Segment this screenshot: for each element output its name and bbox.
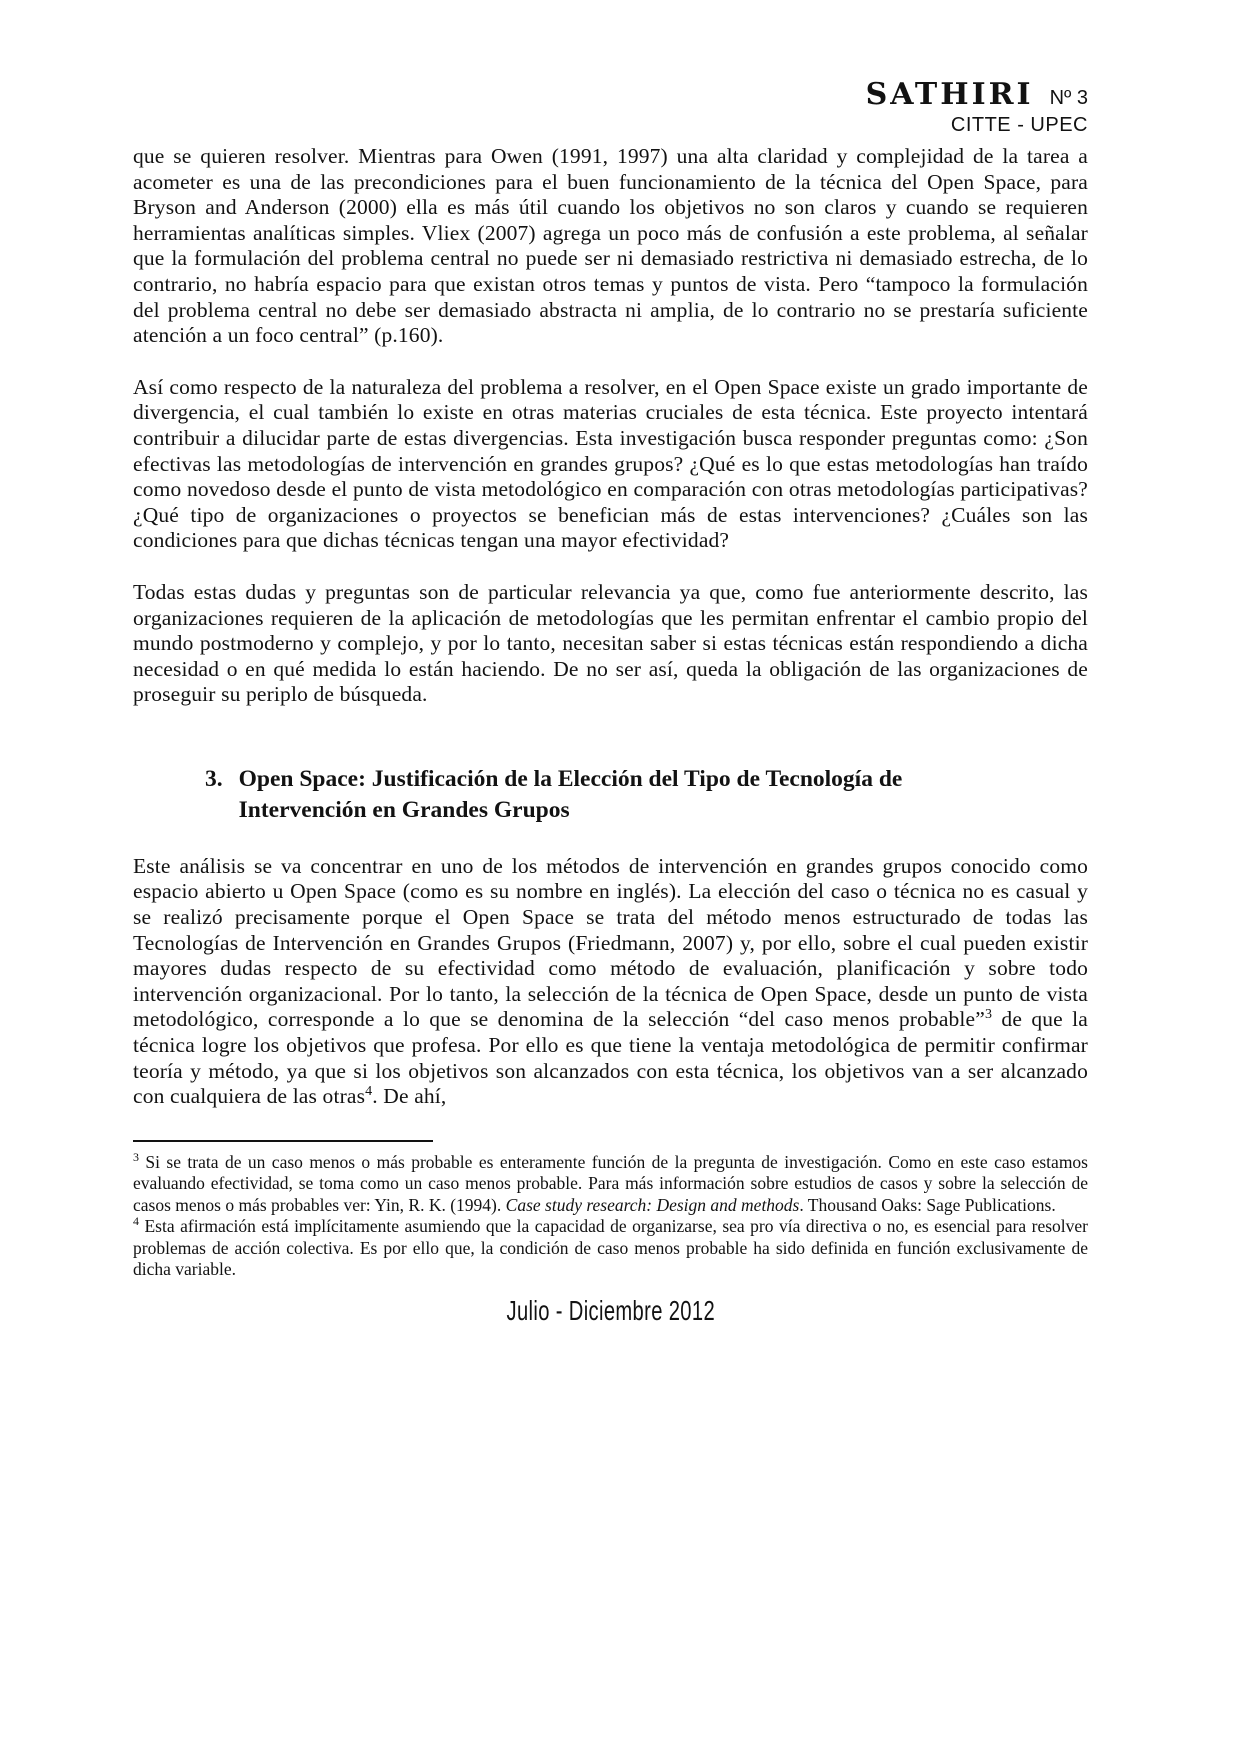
paragraph-3: Todas estas dudas y preguntas son de particular relevancia ya que, como fue anteriormente descrito, las organizaciones requieren de la aplicación de metodologías que les permitan enfrentar el cambio propio del mundo postmoderno y complejo, y por lo tanto, necesitan saber si estas técnicas están respondiendo a dicha necesidad o en qué medida lo están haciendo. De no ser así, queda la obligación de las organizaciones de proseguir su periplo de búsqueda. — [133, 579, 1088, 707]
institution-name: CITTE - UPEC — [950, 114, 1088, 136]
footnote-3-text: Si se trata de un caso menos o más probable es enteramente función de la pregunta de investigación. Como en este caso estamos evaluando efectividad, se toma como un caso menos probable. Para más información sobre estudios de casos y sobre la selección de casos menos o más probables ver: Yin, R. K. (1994). — [133, 1151, 1088, 1215]
paragraph-4-text: de que la técnica logre los objetivos que profesa. Por ello es que tiene la ventaja metodológica de permitir confirmar teoría y método, ya que si los objetivos son alcanzados con esta técnica, los objetivos van a ser alcanzado con cualquiera de las otras — [133, 1007, 1088, 1109]
article-body — [133, 144, 1088, 1110]
paragraph-4-text: . De ahí, — [372, 1084, 447, 1109]
footnote-separator — [133, 1140, 433, 1142]
paragraph-4-text: Este análisis se va concentrar en uno de los métodos de intervención en grandes grupos conocido como espacio abierto u Open Space (como es su nombre en inglés). La elección del caso o técnica no es casual y se realizó precisamente porque el Open Space se trata del método menos estructurado de todas las Tecnologías de Intervención en Grandes Grupos (Friedmann, 2007) y, por ello, sobre el cual pueden existir mayores dudas respecto de su efectividad como método de evaluación, planificación y sobre todo intervención organizacional. Por lo tanto, la selección de la técnica de Open Space, desde un punto de vista metodológico, corresponde a lo que se denomina de la selección “del caso menos probable” — [133, 853, 1088, 1032]
section-title: Open Space: Justificación de la Elección del Tipo de Tecnología de Intervención en Grandes Grupos — [238, 765, 903, 823]
footer-date: Julio - Diciembre 2012 — [506, 1294, 715, 1326]
section-number: 3. — [205, 765, 223, 792]
page-footer — [133, 1295, 1088, 1327]
footnote-3-text: . Thousand Oaks: Sage Publications. — [799, 1194, 1056, 1215]
footnote-3 — [133, 1149, 1088, 1217]
paragraph-4 — [133, 854, 1088, 1110]
issue-number: Nº 3 — [1049, 87, 1088, 109]
footnote-area — [133, 1140, 1088, 1281]
paragraph-1: que se quieren resolver. Mientras para Owen (1991, 1997) una alta claridad y complejidad de la tarea a acometer es una de las precondiciones para el buen funcionamiento de la técnica del Open Space, para Bryson and Anderson (2000) ella es más útil cuando los objetivos no son claros y cuando se requieren herramientas analíticas simples. Vliex (2007) agrega un poco más de confusión a este problema, al señalar que la formulación del problema central no puede ser ni demasiado restrictiva ni demasiado estrecha, de lo contrario, no habría espacio para que existan otros temas y puntos de vista. Pero “tampoco la formulación del problema central no debe ser demasiado abstracta ni amplia, de lo contrario no se prestaría suficiente atención a un foco central” (p.160). — [133, 144, 1088, 348]
footnote-4 — [133, 1216, 1088, 1281]
journal-title: SATHIRI — [865, 77, 1034, 112]
footnote-4-marker: 4 — [133, 1214, 139, 1229]
footnote-4-text: Esta afirmación está implícitamente asumiendo que la capacidad de organizarse, sea pro vía directiva o no, es esencial para resolver problemas de acción colectiva. Es por ello que, la condición de caso menos probable ha sido definida en función exclusivamente de dicha variable. — [133, 1216, 1088, 1280]
footnote-3-marker: 3 — [133, 1149, 139, 1164]
footnote-3-book-title: Case study research: Design and methods — [505, 1194, 800, 1215]
paragraph-2: Así como respecto de la naturaleza del problema a resolver, en el Open Space existe un grado importante de divergencia, el cual también lo existe en otras materias cruciales de esta técnica. Este proyecto intentará contribuir a dilucidar parte de estas divergencias. Esta investigación busca responder preguntas como: ¿Son efectivas las metodologías de intervención en grandes grupos? ¿Qué es lo que estas metodologías han traído como novedoso desde el punto de vista metodológico en comparación con otras metodologías participativas? ¿Qué tipo de organizaciones o proyectos se benefician más de estas intervenciones? ¿Cuáles son las condiciones para que dichas técnicas tengan una mayor efectividad? — [133, 374, 1088, 553]
section-heading — [205, 764, 1088, 826]
footnote-ref-4: 4 — [365, 1084, 373, 1100]
masthead-line — [133, 78, 1088, 111]
footnote-ref-3: 3 — [984, 1007, 993, 1023]
masthead — [133, 78, 1088, 136]
